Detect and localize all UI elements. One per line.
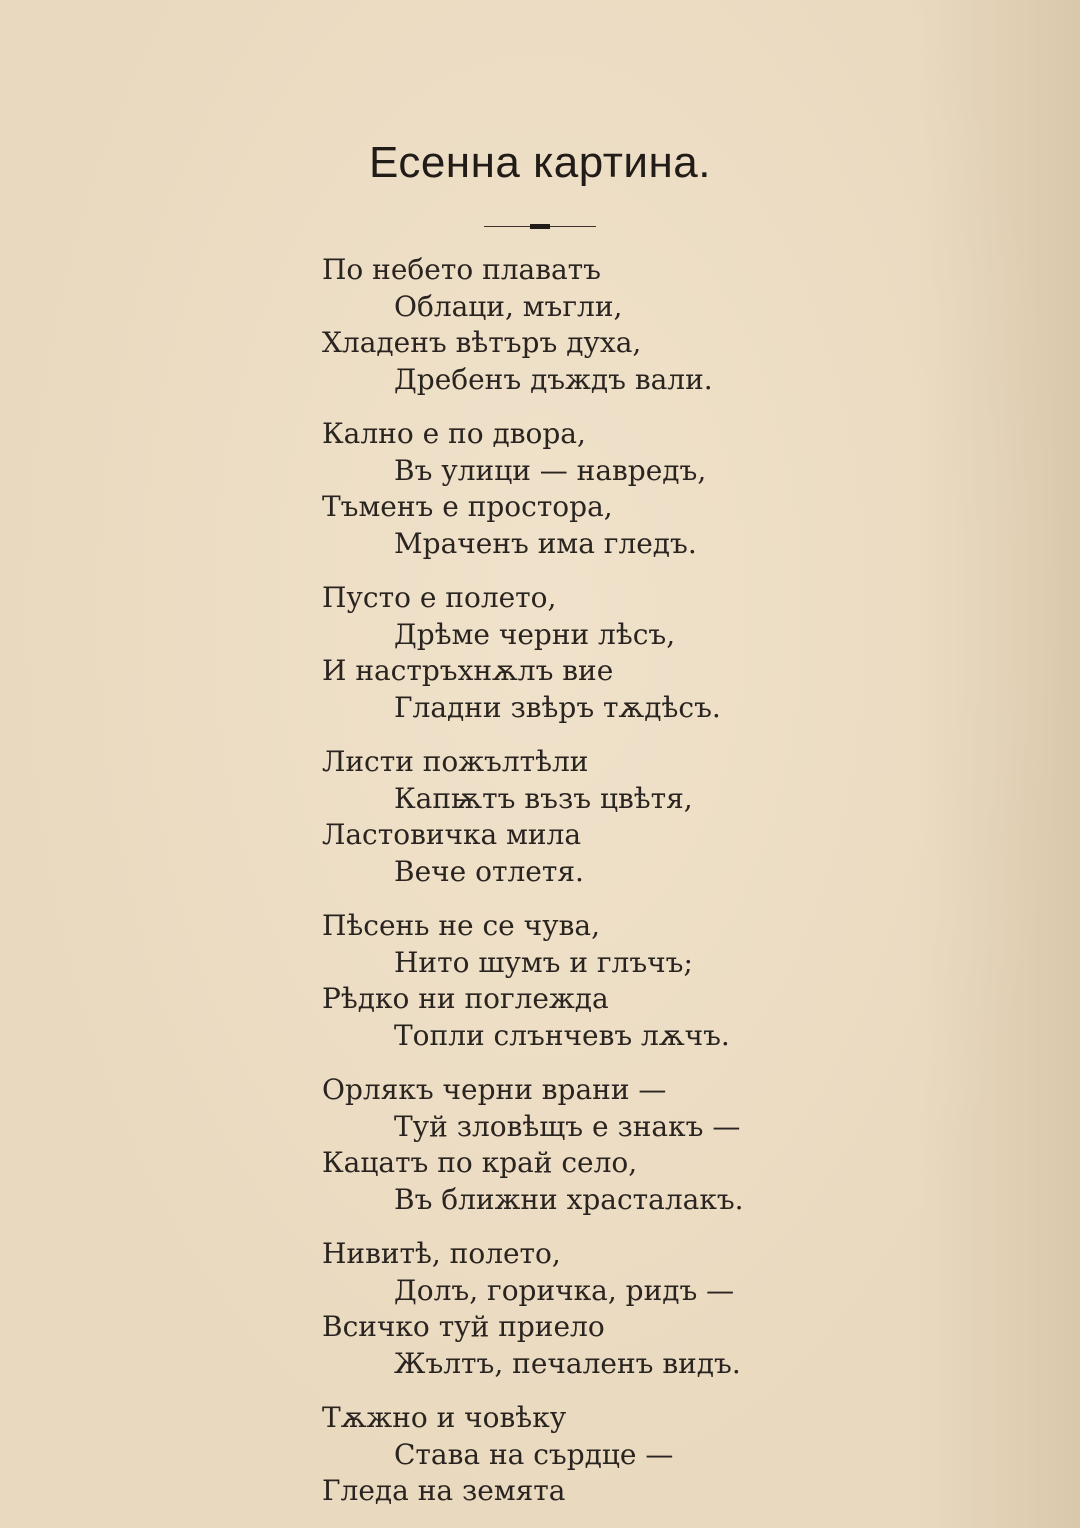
stanza — [322, 1236, 1022, 1382]
verse-line: Всичко туй приело — [322, 1310, 605, 1343]
ornament-dash — [530, 224, 550, 229]
verse-line: Кацатъ по край село, — [322, 1146, 638, 1179]
verse-line: Дрѣме черни лѣсъ, — [394, 617, 676, 651]
poem-title: Есенна картина. — [368, 138, 712, 187]
title-ornament — [484, 222, 596, 232]
verse-line: Кално е по двора, — [322, 417, 586, 450]
verse-line: Мраченъ има гледъ. — [394, 526, 697, 560]
verse-line: Гладни звѣръ тѫдѣсъ. — [394, 690, 721, 724]
verse-line: Облаци, мъгли, — [394, 289, 623, 323]
stanza — [322, 1072, 1022, 1218]
verse-line: По небето плаватъ — [322, 253, 601, 286]
verse-line: Пусто е полето, — [322, 581, 557, 614]
verse-line: Тъменъ е простора, — [322, 490, 613, 523]
stanza — [322, 1400, 1022, 1510]
poem-body — [322, 252, 1022, 1528]
verse-line: Нито шумъ и глъчъ; — [394, 945, 693, 979]
verse-line: Гледа на земята — [322, 1474, 566, 1507]
stanza — [322, 252, 1022, 398]
verse-line: Жълтъ, печаленъ видъ. — [394, 1346, 741, 1380]
verse-line: Листи пожълтѣли — [322, 745, 589, 778]
verse-line: Става на сърдце — — [394, 1437, 674, 1471]
stanza — [322, 580, 1022, 726]
verse-line: И настръхнѫлъ вие — [322, 654, 614, 687]
stanza — [322, 744, 1022, 890]
verse-line: Хладенъ вѣтъръ духа, — [322, 326, 642, 359]
verse-line: Топли слънчевъ лѫчъ. — [394, 1018, 730, 1052]
verse-line: Въ улици — навредъ, — [394, 453, 707, 487]
verse-line: Вече отлетя. — [394, 854, 584, 888]
verse-line: Дребенъ дъждъ вали. — [394, 362, 713, 396]
verse-line: Пѣсень не се чува, — [322, 909, 600, 942]
verse-line: Ластовичка мила — [322, 818, 582, 851]
verse-line: Орлякъ черни врани — — [322, 1073, 667, 1106]
verse-line: Капѭтъ възъ цвѣтя, — [394, 781, 693, 815]
stanza — [322, 908, 1022, 1054]
verse-line: Въ ближни храсталакъ. — [394, 1182, 744, 1216]
verse-line: Долъ, горичка, ридъ — — [394, 1273, 735, 1307]
verse-line: Нивитѣ, полето, — [322, 1237, 561, 1270]
verse-line: Туй зловѣщъ е знакъ — — [394, 1109, 741, 1143]
verse-line: Тѫжно и човѣку — [322, 1401, 567, 1434]
stanza — [322, 416, 1022, 562]
verse-line: Рѣдко ни поглежда — [322, 982, 609, 1015]
